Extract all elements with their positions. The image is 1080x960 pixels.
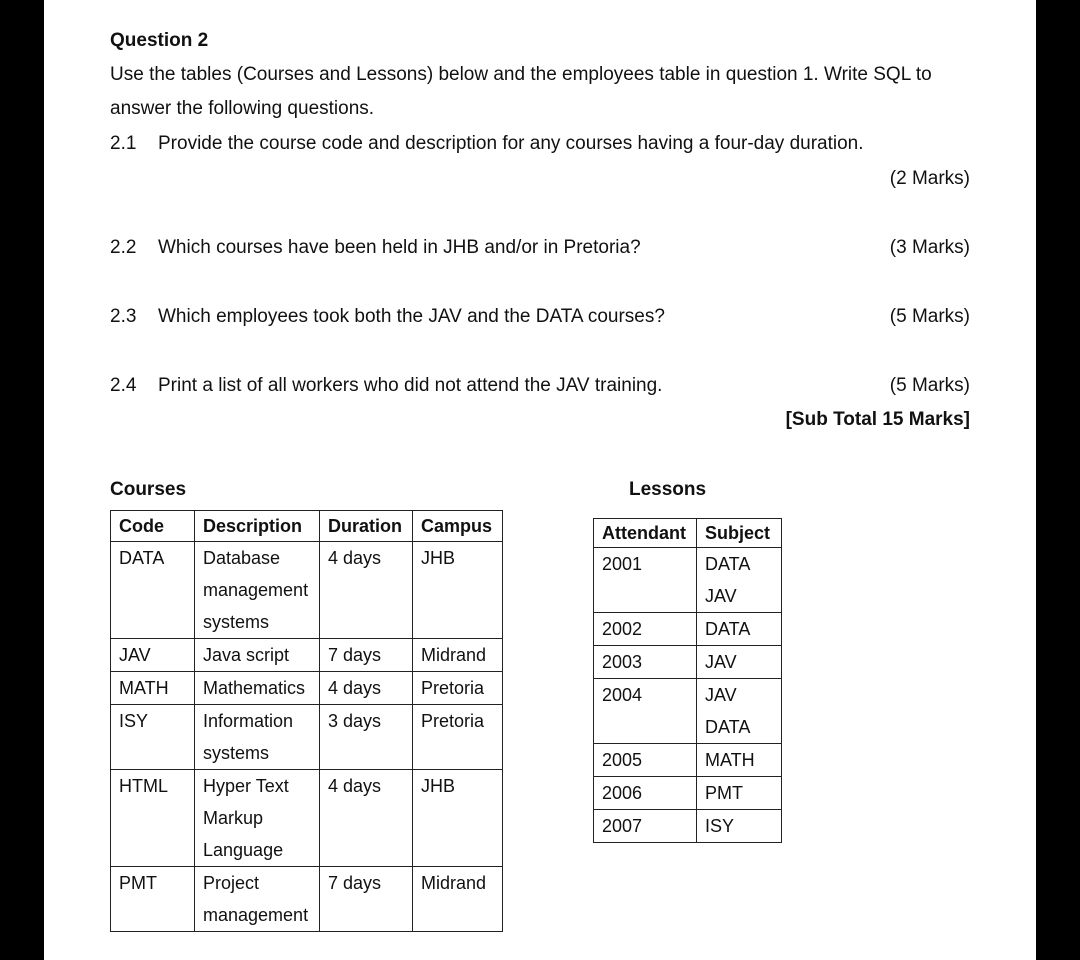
lessons-title: Lessons (629, 479, 707, 500)
description-line: systems (203, 612, 270, 632)
course-description (195, 705, 320, 770)
course-campus: Midrand (413, 867, 503, 932)
intro-line-2: answer the following questions. (110, 98, 375, 119)
description-line: management (203, 905, 309, 925)
table-row (594, 679, 782, 744)
lesson-attendant: 2004 (594, 679, 697, 744)
description-line: Java script (203, 645, 290, 665)
course-campus: Midrand (413, 639, 503, 672)
courses-table (110, 510, 503, 932)
question-marks: (5 Marks) (889, 375, 970, 396)
question-number: 2.2 (110, 237, 137, 258)
table-row (594, 744, 782, 777)
column-header: Subject (697, 519, 782, 548)
table-row (594, 646, 782, 679)
course-description (195, 542, 320, 639)
subject-line: JAV (705, 685, 737, 705)
lesson-subjects (697, 646, 782, 679)
subject-line: DATA (705, 554, 751, 574)
question-text: Which courses have been held in JHB and/or in Pretoria? (158, 237, 641, 258)
lesson-attendant: 2007 (594, 810, 697, 843)
lesson-subjects (697, 744, 782, 777)
course-description (195, 639, 320, 672)
course-campus: JHB (413, 770, 503, 867)
description-line: Markup (203, 808, 264, 828)
lessons-table (593, 518, 782, 843)
table-row (111, 542, 503, 639)
description-line: Language (203, 840, 284, 860)
table-row (111, 672, 503, 705)
lesson-attendant: 2003 (594, 646, 697, 679)
column-header: Code (111, 511, 195, 542)
course-description (195, 867, 320, 932)
question-number: 2.1 (110, 133, 137, 154)
question-number: 2.4 (110, 375, 137, 396)
column-header: Attendant (594, 519, 697, 548)
document-page (44, 0, 1036, 960)
course-duration: 4 days (320, 542, 413, 639)
question-marks: (2 Marks) (889, 168, 970, 189)
description-line: Database (203, 548, 281, 568)
lesson-subjects (697, 679, 782, 744)
description-line: Mathematics (203, 678, 306, 698)
question-title: Question 2 (110, 30, 209, 51)
table-header-row (594, 519, 782, 548)
table-row (594, 810, 782, 843)
intro-line-1: Use the tables (Courses and Lessons) below and the employees table in question 1. Write SQL to (110, 64, 932, 85)
question-number: 2.3 (110, 306, 137, 327)
column-header: Description (195, 511, 320, 542)
subject-line: DATA (705, 717, 751, 737)
course-description (195, 672, 320, 705)
description-line: systems (203, 743, 270, 763)
description-line: Hyper Text (203, 776, 289, 796)
course-duration: 7 days (320, 867, 413, 932)
table-row (594, 548, 782, 613)
courses-title: Courses (110, 479, 187, 500)
description-line: Project (203, 873, 260, 893)
lesson-attendant: 2002 (594, 613, 697, 646)
description-line: management (203, 580, 309, 600)
table-header-row (111, 511, 503, 542)
subject-line: PMT (705, 783, 743, 803)
question-text: Provide the course code and description for any courses having a four-day duration. (158, 133, 864, 154)
table-row (111, 705, 503, 770)
lesson-attendant: 2005 (594, 744, 697, 777)
course-code: JAV (111, 639, 195, 672)
question-marks: (3 Marks) (889, 237, 970, 258)
question-text: Which employees took both the JAV and the DATA courses? (158, 306, 665, 327)
table-row (594, 777, 782, 810)
subject-line: JAV (705, 586, 737, 606)
course-code: MATH (111, 672, 195, 705)
course-duration: 7 days (320, 639, 413, 672)
course-duration: 4 days (320, 672, 413, 705)
question-text: Print a list of all workers who did not attend the JAV training. (158, 375, 663, 396)
course-duration: 4 days (320, 770, 413, 867)
course-campus: Pretoria (413, 672, 503, 705)
lesson-attendant: 2006 (594, 777, 697, 810)
lesson-attendant: 2001 (594, 548, 697, 613)
table-row (594, 613, 782, 646)
course-code: DATA (111, 542, 195, 639)
lesson-subjects (697, 777, 782, 810)
subject-line: DATA (705, 619, 751, 639)
course-code: ISY (111, 705, 195, 770)
column-header: Campus (413, 511, 503, 542)
course-description (195, 770, 320, 867)
column-header: Duration (320, 511, 413, 542)
subject-line: ISY (705, 816, 735, 836)
table-row (111, 770, 503, 867)
subtotal-marks: [Sub Total 15 Marks] (785, 409, 970, 430)
table-row (111, 639, 503, 672)
course-duration: 3 days (320, 705, 413, 770)
subject-line: MATH (705, 750, 755, 770)
course-code: HTML (111, 770, 195, 867)
lesson-subjects (697, 548, 782, 613)
course-campus: Pretoria (413, 705, 503, 770)
subject-line: JAV (705, 652, 737, 672)
description-line: Information (203, 711, 294, 731)
course-code: PMT (111, 867, 195, 932)
table-row (111, 867, 503, 932)
course-campus: JHB (413, 542, 503, 639)
lesson-subjects (697, 810, 782, 843)
lesson-subjects (697, 613, 782, 646)
question-marks: (5 Marks) (889, 306, 970, 327)
